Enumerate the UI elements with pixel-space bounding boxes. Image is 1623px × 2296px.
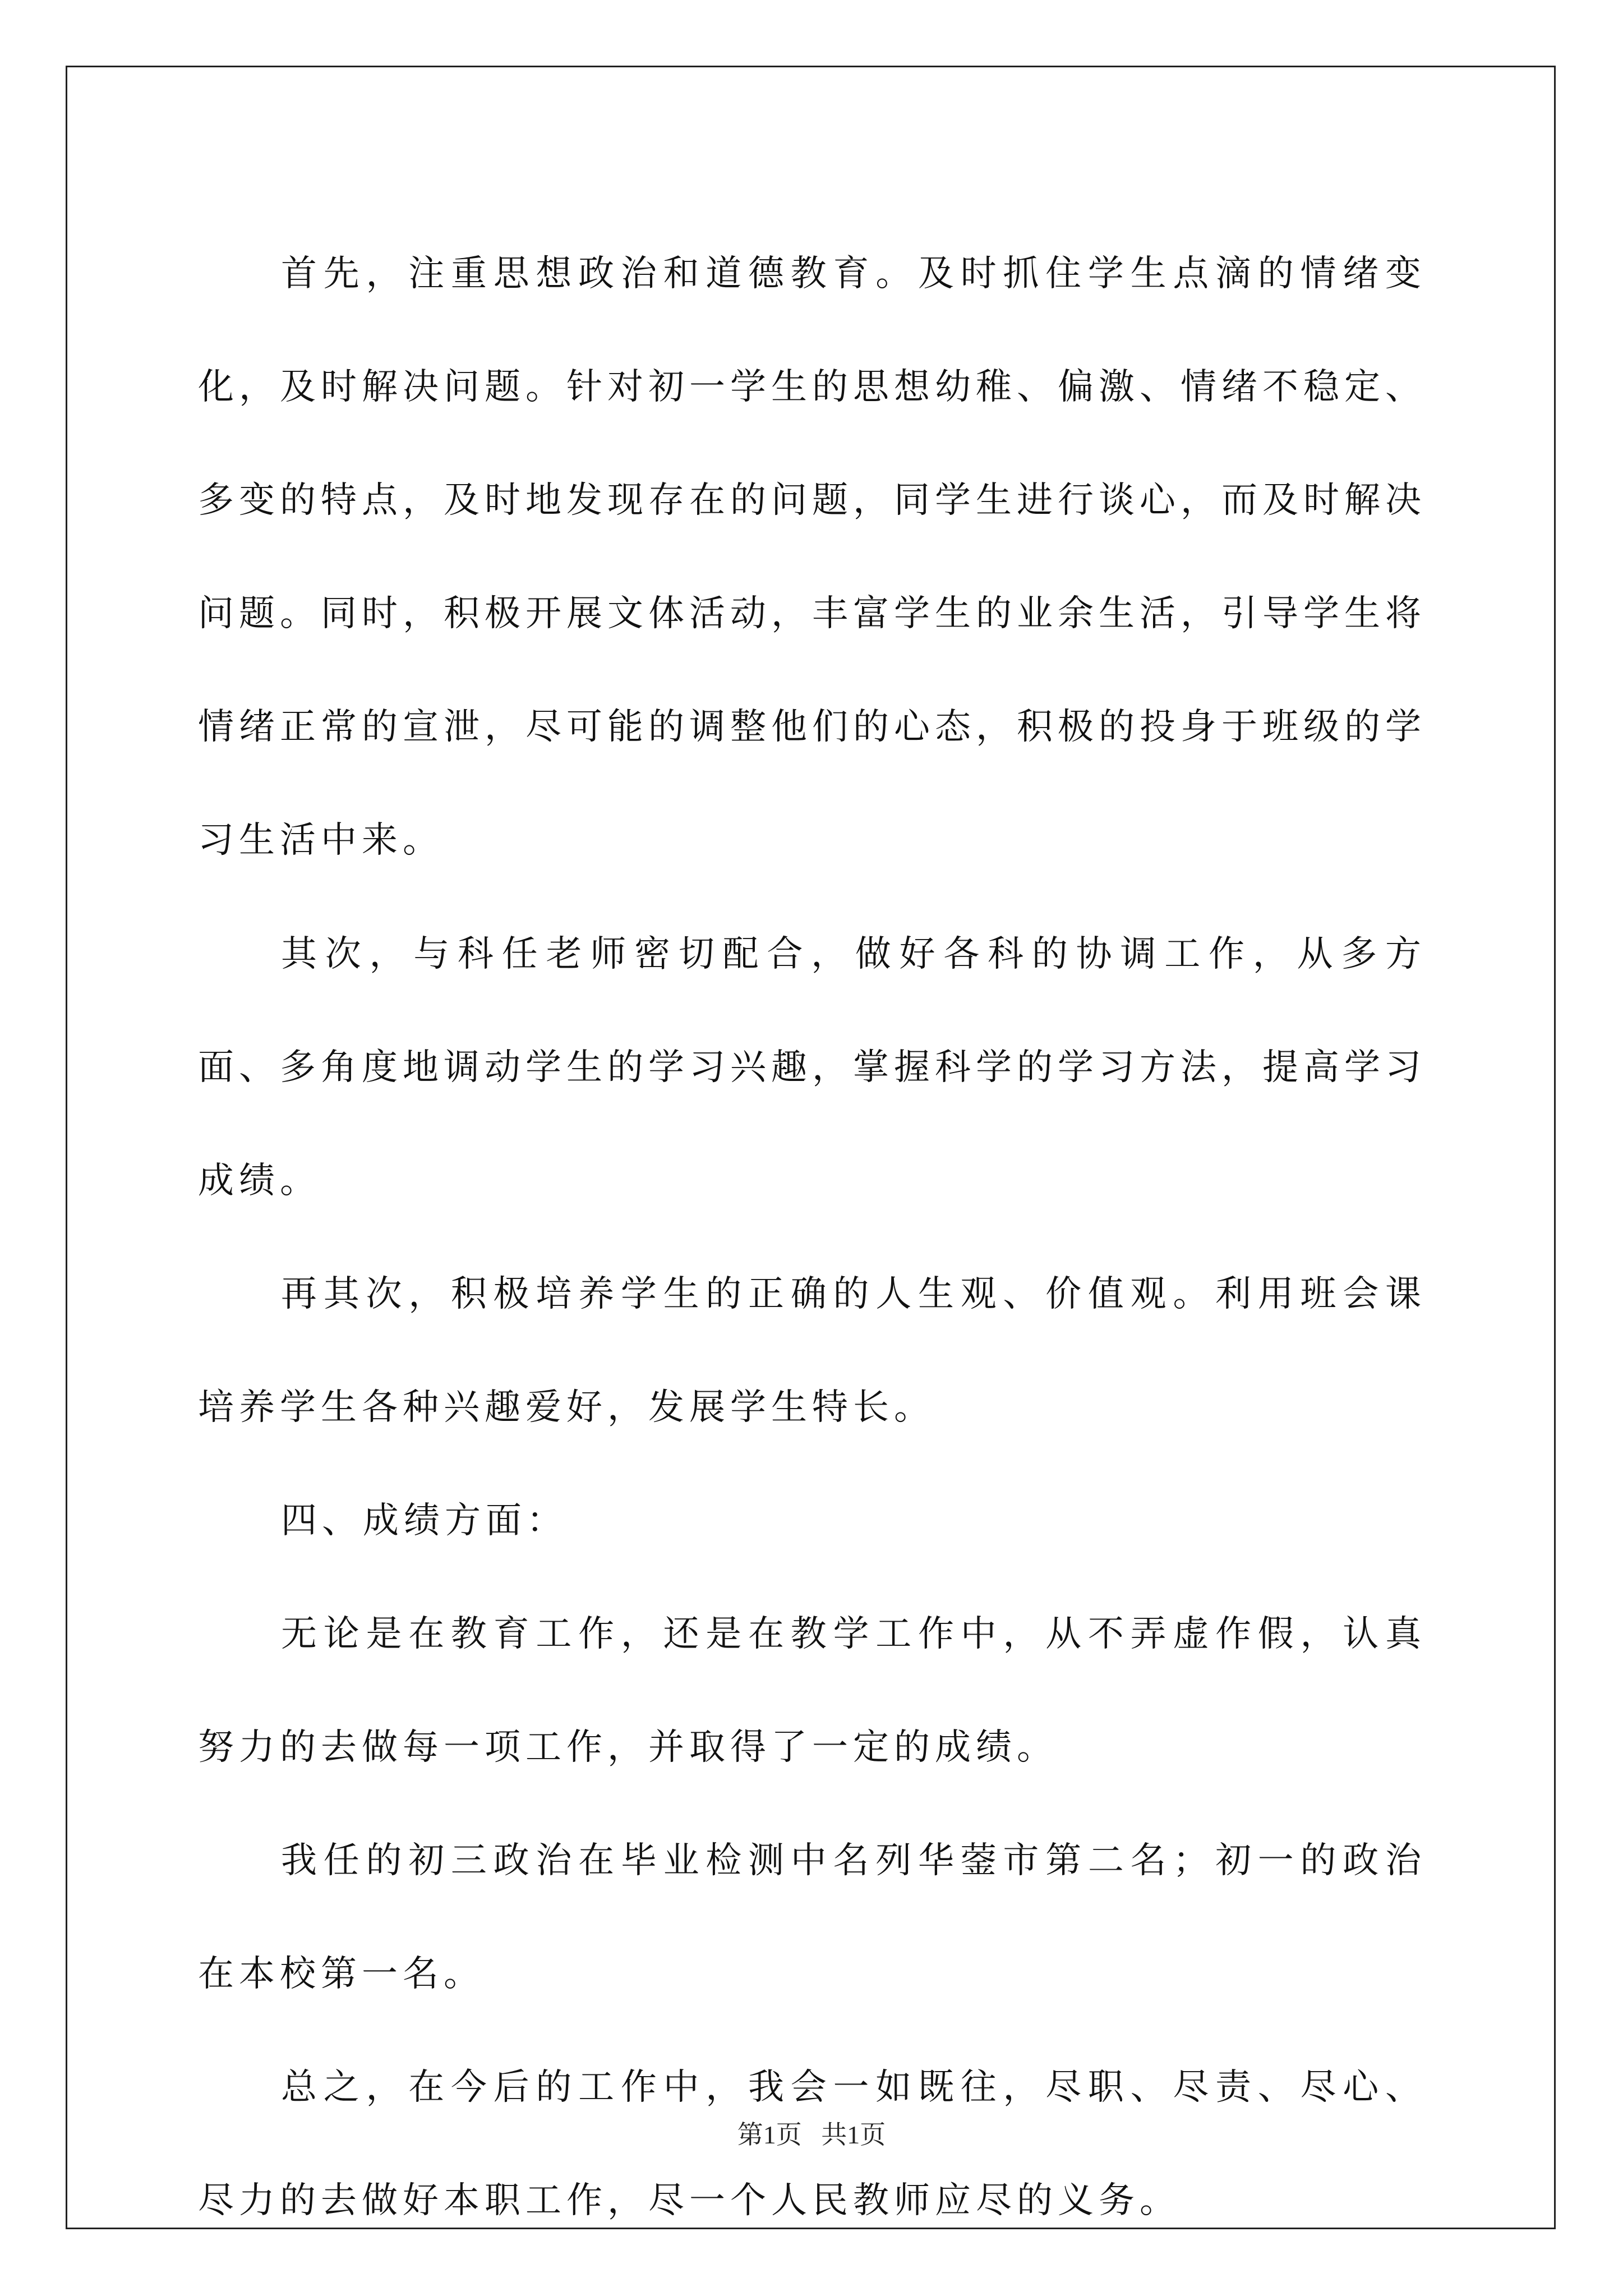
document-body xyxy=(198,217,1426,2257)
paragraph: 我任的初三政治在毕业检测中名列华蓥市第二名；初一的政治在本校第一名。 xyxy=(198,1840,1426,1995)
page-footer xyxy=(0,2118,1623,2152)
paragraph: 总之，在今后的工作中，我会一如既往，尽职、尽责、尽心、尽力的去做好本职工作，尽一个人民教师应尽的义务。 xyxy=(198,2067,1426,2221)
page-total: 共1页 xyxy=(821,2120,886,2149)
section-heading: 四、成绩方面： xyxy=(281,1500,568,1542)
paragraph: 其次，与科任老师密切配合，做好各科的协调工作，从多方面、多角度地调动学生的学习兴趣，掌握科学的学习方法，提高学习成绩。 xyxy=(198,933,1426,1202)
paragraph: 首先，注重思想政治和道德教育。及时抓住学生点滴的情绪变化，及时解决问题。针对初一学生的思想幼稚、偏激、情绪不稳定、多变的特点，及时地发现存在的问题，同学生进行谈心，而及时解决问题。同时，积极开展文体活动，丰富学生的业余生活，引导学生将情绪正常的宣泄，尽可能的调整他们的心态，积极的投身于班级的学习生活中来。 xyxy=(198,253,1426,861)
paragraph: 无论是在教育工作，还是在教学工作中，从不弄虚作假，认真努力的去做每一项工作，并取得了一定的成绩。 xyxy=(198,1613,1426,1768)
paragraph: 再其次，积极培养学生的正确的人生观、价值观。利用班会课培养学生各种兴趣爱好，发展学生特长。 xyxy=(198,1273,1426,1428)
page-number: 第1页 xyxy=(737,2120,802,2149)
